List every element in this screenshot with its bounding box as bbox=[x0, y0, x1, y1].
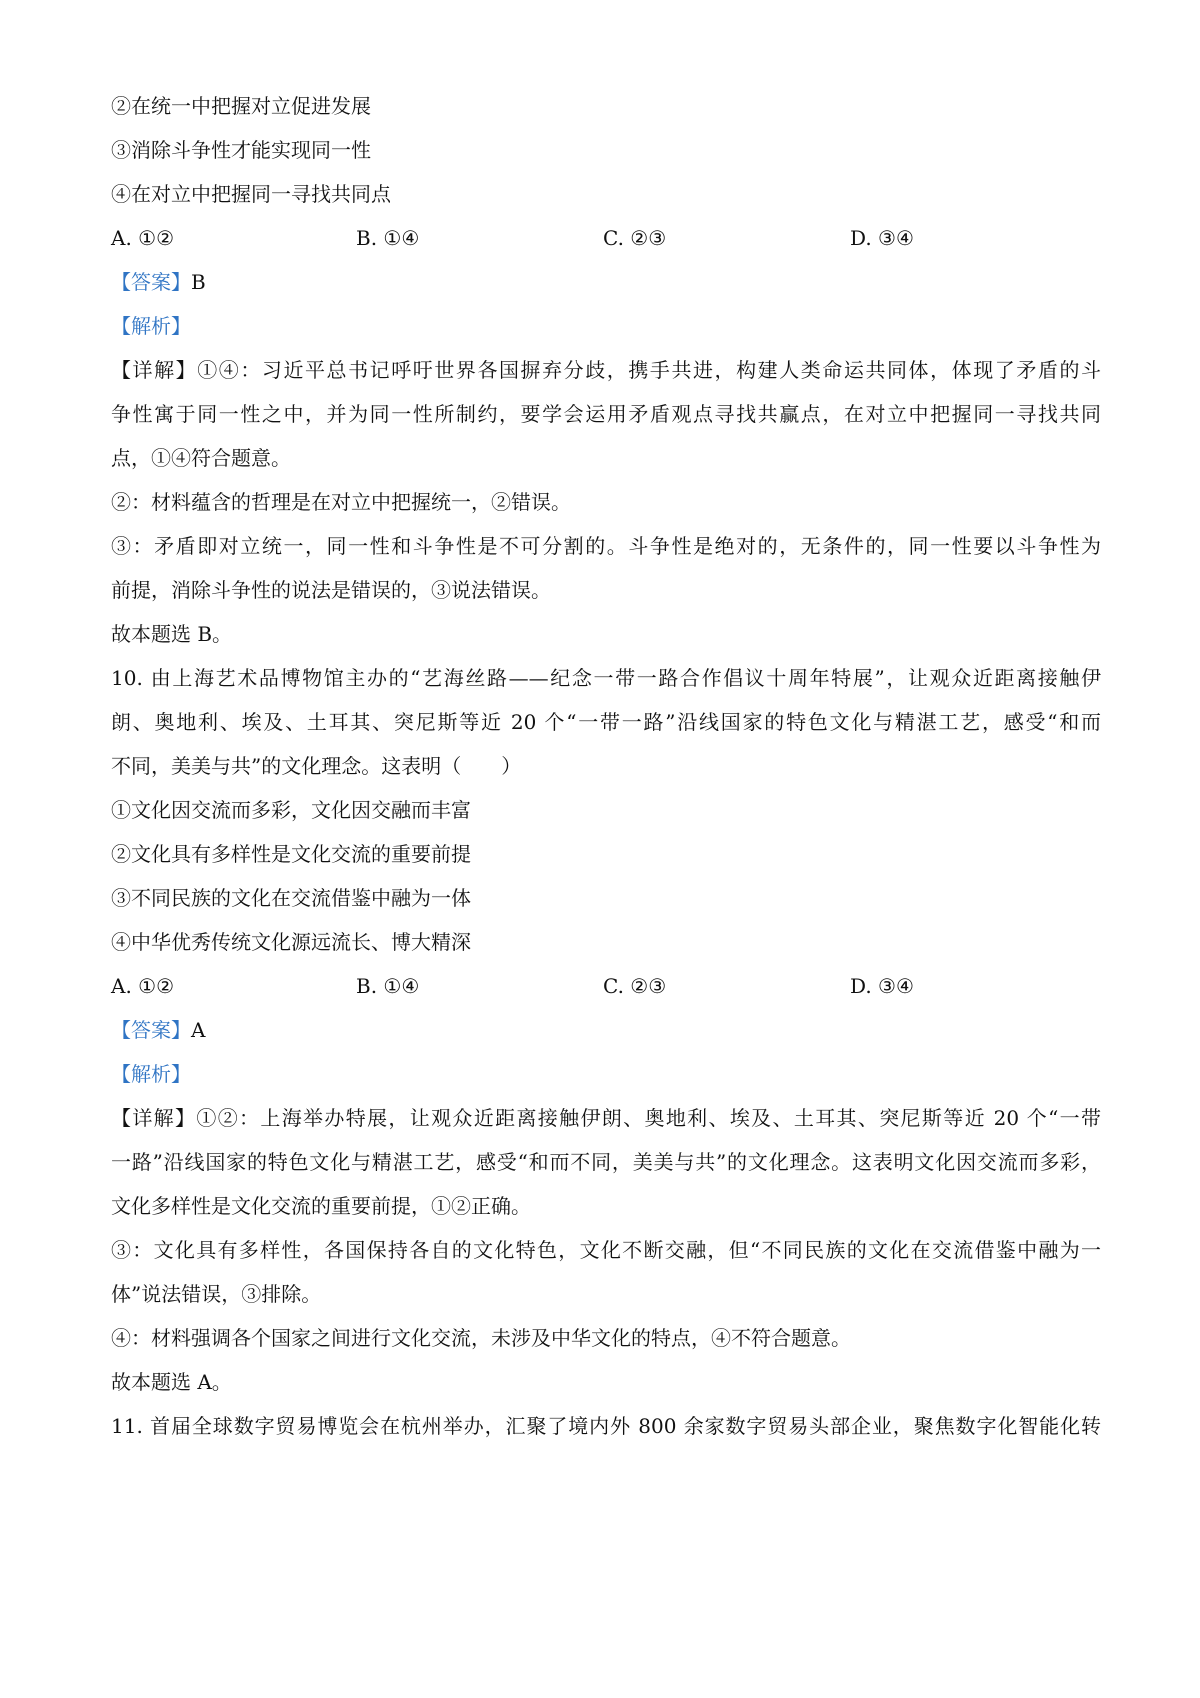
q9-detail-line-4: ②：材料蕴含的哲理是在对立中把握统一，②错误。 bbox=[111, 490, 571, 514]
q9-choice-c: C. ②③ bbox=[603, 226, 667, 250]
q9-choice-d: D. ③④ bbox=[850, 226, 914, 250]
q9-analysis-tag: 【解析】 bbox=[111, 314, 191, 338]
q10-option-1: ①文化因交流而多彩，文化因交融而丰富 bbox=[111, 798, 471, 822]
q10-stem-line-3: 不同，美美与共”的文化理念。这表明（ ） bbox=[111, 754, 522, 778]
q10-choice-a: A. ①② bbox=[111, 974, 175, 998]
q10-detail-line-1: 【详解】①②：上海举办特展，让观众近距离接触伊朗、奥地利、埃及、土耳其、突尼斯等近 20 个“一带 bbox=[111, 1106, 1101, 1130]
q9-choice-a: A. ①② bbox=[111, 226, 175, 250]
answer-tag: 【答案】 bbox=[111, 1018, 191, 1042]
q10-detail-line-5: 体”说法错误，③排除。 bbox=[111, 1282, 322, 1306]
q10-detail-line-2: 一路”沿线国家的特色文化与精湛工艺，感受“和而不同，美美与共”的文化理念。这表明文化因交流而多彩， bbox=[111, 1150, 1101, 1174]
q11-stem-line-1: 11. 首届全球数字贸易博览会在杭州举办，汇聚了境内外 800 余家数字贸易头部企业，聚焦数字化智能化转 bbox=[111, 1414, 1101, 1438]
answer-tag: 【答案】 bbox=[111, 270, 191, 294]
q10-choice-d: D. ③④ bbox=[850, 974, 914, 998]
q9-detail-line-1: 【详解】①④：习近平总书记呼吁世界各国摒弃分歧，携手共进，构建人类命运共同体，体现了矛盾的斗 bbox=[111, 358, 1101, 382]
q10-stem-line-1: 10. 由上海艺术品博物馆主办的“艺海丝路——纪念一带一路合作倡议十周年特展”，让观众近距离接触伊 bbox=[111, 666, 1101, 690]
answer-value: A bbox=[191, 1018, 206, 1042]
q10-detail-line-4: ③：文化具有多样性，各国保持各自的文化特色，文化不断交融，但“不同民族的文化在交流借鉴中融为一 bbox=[111, 1238, 1101, 1262]
q10-detail-line-6: ④：材料强调各个国家之间进行文化交流，未涉及中华文化的特点，④不符合题意。 bbox=[111, 1326, 851, 1350]
q10-option-2: ②文化具有多样性是文化交流的重要前提 bbox=[111, 842, 471, 866]
q10-option-3: ③不同民族的文化在交流借鉴中融为一体 bbox=[111, 886, 471, 910]
q10-answer bbox=[111, 1016, 205, 1044]
q10-choice-b: B. ①④ bbox=[356, 974, 420, 998]
q9-detail-line-2: 争性寓于同一性之中，并为同一性所制约，要学会运用矛盾观点寻找共赢点，在对立中把握同一寻找共同 bbox=[111, 402, 1101, 426]
answer-value: B bbox=[191, 270, 206, 294]
q9-option-2: ②在统一中把握对立促进发展 bbox=[111, 94, 371, 118]
q9-detail-line-6: 前提，消除斗争性的说法是错误的，③说法错误。 bbox=[111, 578, 551, 602]
q9-conclusion: 故本题选 B。 bbox=[111, 622, 233, 646]
q10-stem-line-2: 朗、奥地利、埃及、土耳其、突尼斯等近 20 个“一带一路”沿线国家的特色文化与精湛工艺，感受“和而 bbox=[111, 710, 1101, 734]
q9-option-3: ③消除斗争性才能实现同一性 bbox=[111, 138, 371, 162]
q10-detail-line-3: 文化多样性是文化交流的重要前提，①②正确。 bbox=[111, 1194, 531, 1218]
q10-analysis-tag: 【解析】 bbox=[111, 1062, 191, 1086]
q9-choice-b: B. ①④ bbox=[356, 226, 420, 250]
q9-option-4: ④在对立中把握同一寻找共同点 bbox=[111, 182, 391, 206]
q10-option-4: ④中华优秀传统文化源远流长、博大精深 bbox=[111, 930, 471, 954]
q9-answer bbox=[111, 268, 206, 296]
q10-conclusion: 故本题选 A。 bbox=[111, 1370, 232, 1394]
q9-detail-line-3: 点，①④符合题意。 bbox=[111, 446, 291, 470]
q9-detail-line-5: ③：矛盾即对立统一，同一性和斗争性是不可分割的。斗争性是绝对的，无条件的，同一性要以斗争性为 bbox=[111, 534, 1101, 558]
q10-choice-c: C. ②③ bbox=[603, 974, 667, 998]
